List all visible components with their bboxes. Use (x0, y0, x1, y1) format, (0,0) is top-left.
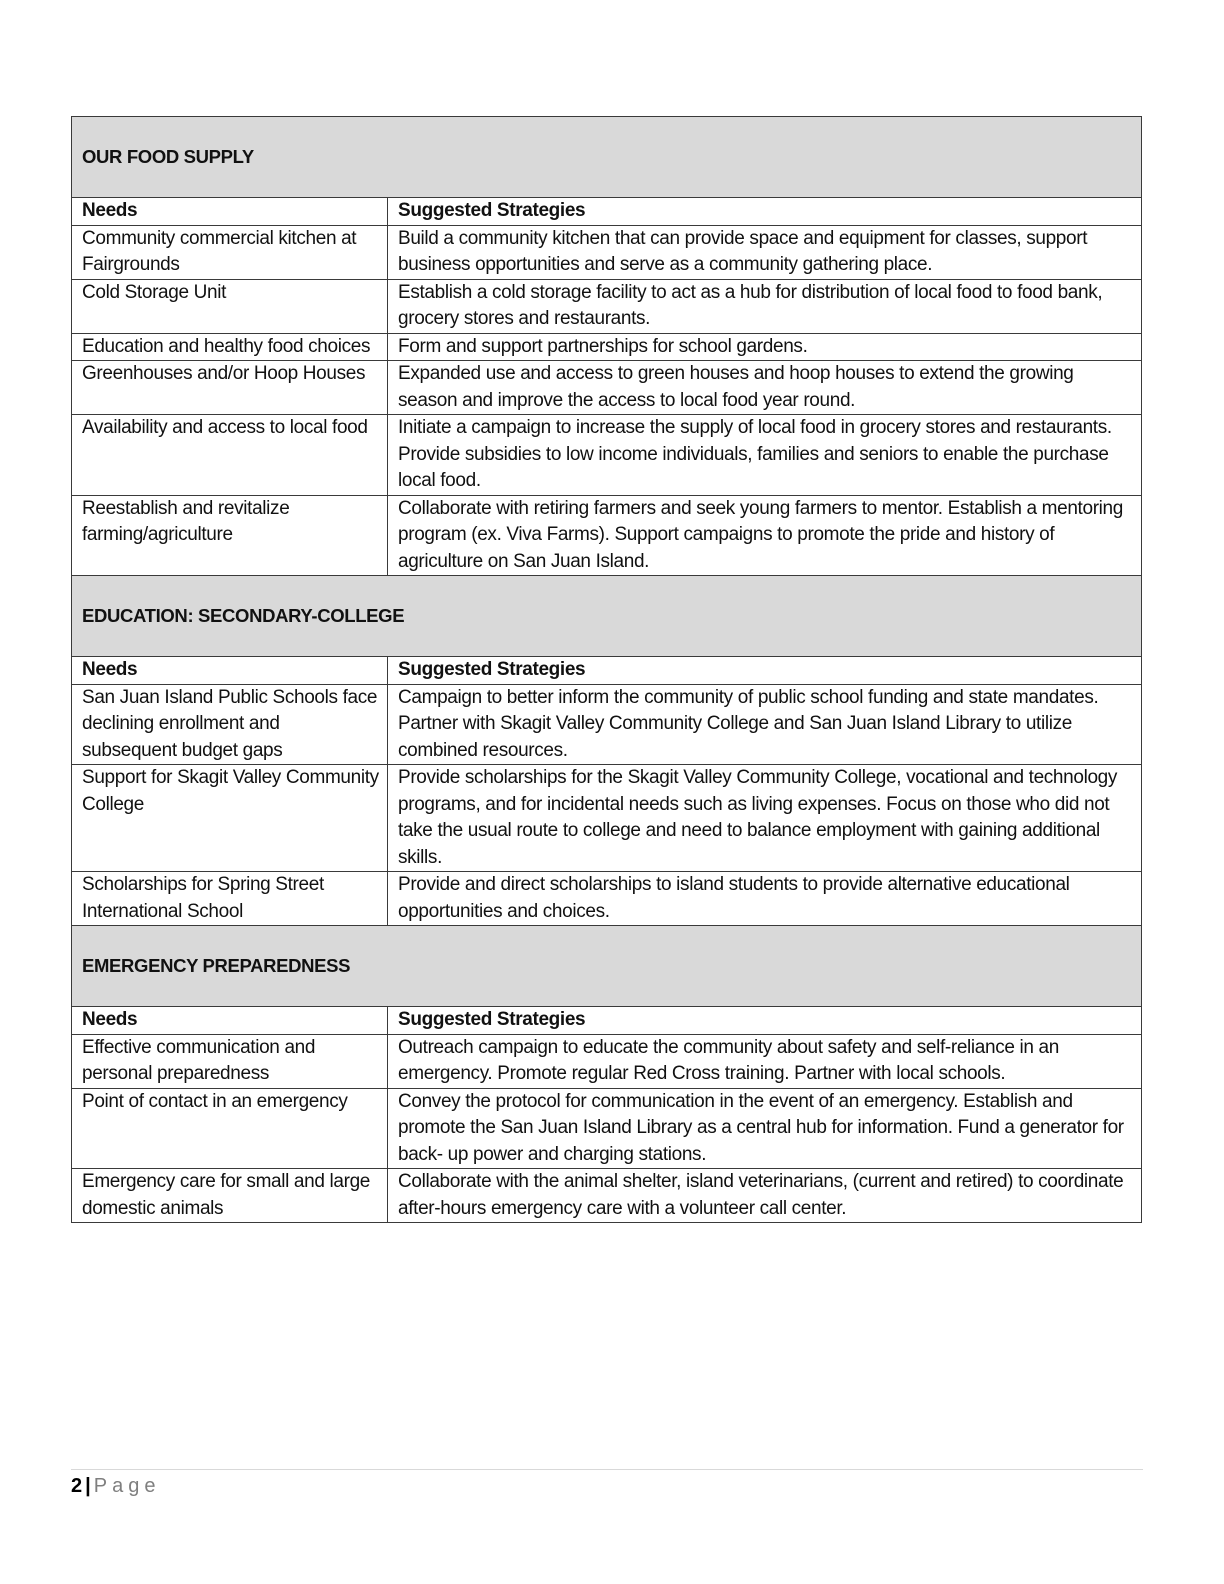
table-row (72, 1088, 1142, 1169)
strategy-cell: Collaborate with the animal shelter, island veterinarians, (current and retired) to coordinate after-hours emergency care with a volunteer call center. (388, 1169, 1142, 1223)
table-row (72, 1034, 1142, 1088)
table-row (72, 361, 1142, 415)
strategy-cell: Expanded use and access to green houses and hoop houses to extend the growing season and improve the access to local food year round. (388, 361, 1142, 415)
section-title: EDUCATION: SECONDARY-COLLEGE (72, 576, 1142, 657)
table-row (72, 1169, 1142, 1223)
strategy-cell: Provide scholarships for the Skagit Valley Community College, vocational and technology programs, and for incidental needs such as living expenses. Focus on those who did not take the usual route to college and need to balance employment with gaining additional skills. (388, 765, 1142, 872)
footer-divider (71, 1469, 1143, 1470)
section-header-emergency (72, 926, 1142, 1007)
need-cell: Education and healthy food choices (72, 333, 388, 361)
strategy-cell: Form and support partnerships for school gardens. (388, 333, 1142, 361)
strategy-cell: Collaborate with retiring farmers and seek young farmers to mentor. Establish a mentoring program (ex. Viva Farms). Support campaigns to promote the pride and history of agriculture on San Juan Island. (388, 495, 1142, 576)
need-cell: San Juan Island Public Schools face declining enrollment and subsequent budget gaps (72, 684, 388, 765)
column-header-row (72, 657, 1142, 685)
page-number: 2 (71, 1475, 83, 1497)
needs-strategies-table (71, 116, 1142, 1223)
table-row (72, 495, 1142, 576)
table-row (72, 279, 1142, 333)
page-footer (71, 1473, 160, 1499)
section-title: OUR FOOD SUPPLY (72, 117, 1142, 198)
need-cell: Support for Skagit Valley Community College (72, 765, 388, 872)
column-header-strategies: Suggested Strategies (388, 657, 1142, 685)
strategy-cell: Provide and direct scholarships to island students to provide alternative educational opportunities and choices. (388, 872, 1142, 926)
table-row (72, 415, 1142, 496)
need-cell: Greenhouses and/or Hoop Houses (72, 361, 388, 415)
strategy-cell: Establish a cold storage facility to act as a hub for distribution of local food to food bank, grocery stores and restaurants. (388, 279, 1142, 333)
table-row (72, 684, 1142, 765)
section-title: EMERGENCY PREPAREDNESS (72, 926, 1142, 1007)
table-row (72, 872, 1142, 926)
column-header-needs: Needs (72, 657, 388, 685)
strategy-cell: Campaign to better inform the community of public school funding and state mandates. Partner with Skagit Valley Community College and San Juan Island Library to utilize combined resources. (388, 684, 1142, 765)
section-header-education (72, 576, 1142, 657)
column-header-strategies: Suggested Strategies (388, 198, 1142, 226)
need-cell: Scholarships for Spring Street International School (72, 872, 388, 926)
need-cell: Availability and access to local food (72, 415, 388, 496)
strategy-cell: Outreach campaign to educate the community about safety and self-reliance in an emergency. Promote regular Red Cross training. Partner with local schools. (388, 1034, 1142, 1088)
column-header-row (72, 198, 1142, 226)
column-header-row (72, 1007, 1142, 1035)
need-cell: Point of contact in an emergency (72, 1088, 388, 1169)
strategy-cell: Convey the protocol for communication in the event of an emergency. Establish and promote the San Juan Island Library as a central hub for information. Fund a generator for back- up power and charging stations. (388, 1088, 1142, 1169)
page-label: Page (93, 1475, 161, 1497)
table-row (72, 225, 1142, 279)
table-row (72, 765, 1142, 872)
need-cell: Reestablish and revitalize farming/agriculture (72, 495, 388, 576)
column-header-needs: Needs (72, 198, 388, 226)
section-header-food-supply (72, 117, 1142, 198)
column-header-needs: Needs (72, 1007, 388, 1035)
need-cell: Effective communication and personal preparedness (72, 1034, 388, 1088)
strategy-cell: Build a community kitchen that can provide space and equipment for classes, support business opportunities and serve as a community gathering place. (388, 225, 1142, 279)
column-header-strategies: Suggested Strategies (388, 1007, 1142, 1035)
footer-separator: | (85, 1475, 91, 1497)
table-row (72, 333, 1142, 361)
need-cell: Community commercial kitchen at Fairgrounds (72, 225, 388, 279)
need-cell: Cold Storage Unit (72, 279, 388, 333)
need-cell: Emergency care for small and large domestic animals (72, 1169, 388, 1223)
strategy-cell: Initiate a campaign to increase the supply of local food in grocery stores and restaurants. Provide subsidies to low income individuals, families and seniors to enable the purchase local food. (388, 415, 1142, 496)
